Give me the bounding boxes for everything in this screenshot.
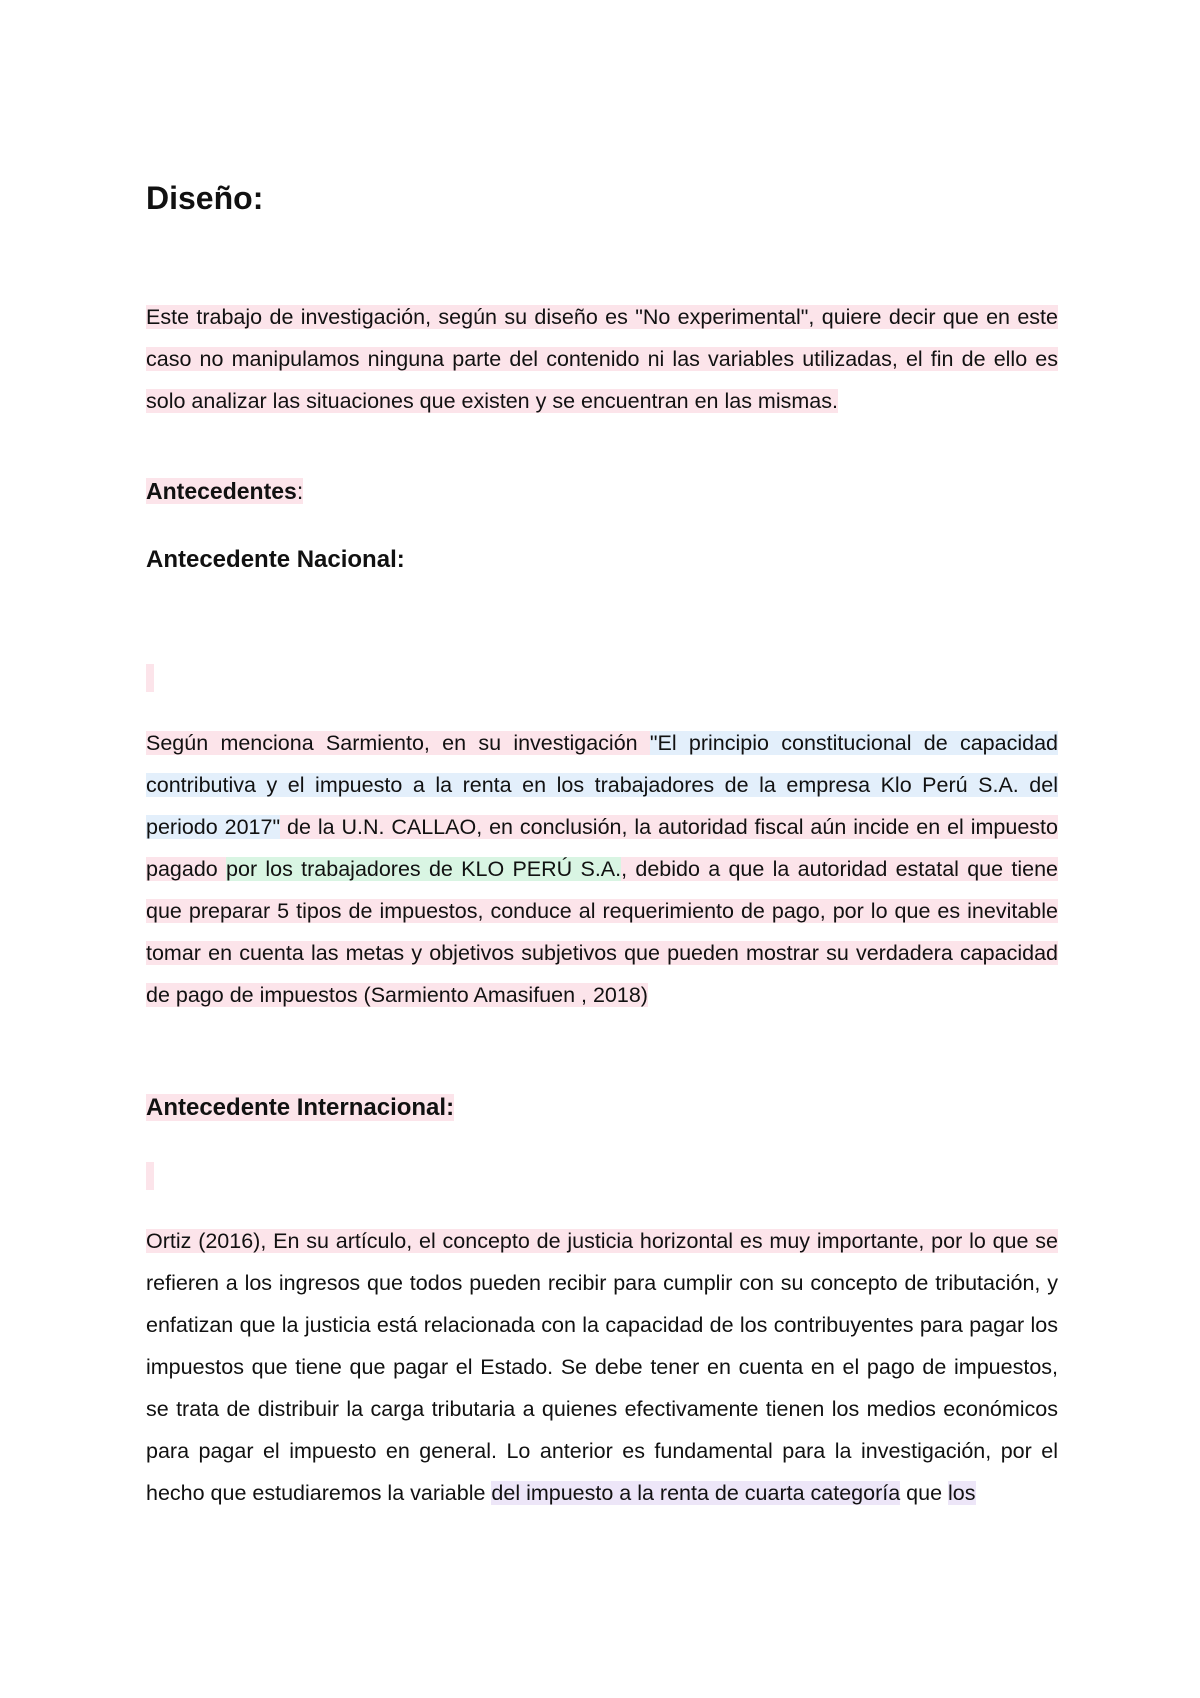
antecedentes-label: Antecedentes [146,478,297,504]
empty-paragraph-marker [146,664,154,692]
antecedentes-colon: : [296,478,304,504]
design-paragraph [146,296,1058,422]
antecedentes-heading [146,478,303,505]
design-paragraph-text: Este trabajo de investigación, según su diseño es "No experimental", quiere decir que en este caso no manipulamos ninguna parte del contenido ni las variables utilizadas, el fin de ello es solo analizar las situaciones que existen y se encuentran en las mismas. [146,305,1058,413]
nacional-heading-text: Antecedente Nacional: [146,546,405,573]
nacional-mid: de la U.N. CALLAO, en conclusión, la autoridad fiscal aún incide en el impuesto pagado [146,815,1058,881]
nacional-post: , debido a que la autoridad estatal que tiene que preparar 5 tipos de impuestos, conduce al requerimiento de pago, por lo que es inevitable tomar en cuenta las metas y objetivos subjetivos que pueden mostrar su verdadera capacidad de pago de impuestos (Sarmiento Amasifuen , 2018) [146,857,1058,1007]
internacional-paragraph [146,1220,1058,1514]
internacional-heading [146,1094,454,1122]
internacional-pink: Ortiz (2016), En su artículo, el concepto de justicia horizontal es muy importante, por lo que se [146,1229,1058,1253]
nacional-pre: Según menciona Sarmiento, en su investigación [146,731,650,755]
internacional-heading-text: Antecedente Internacional: [146,1094,455,1121]
internacional-plain: refieren a los ingresos que todos pueden recibir para cumplir con su concepto de tributación, y enfatizan que la justicia está relacionada con la capacidad de los contribuyentes para pagar los impuestos que tiene que pagar el Estado. Se debe tener en cuenta en el pago de impuestos, se trata de distribuir la carga tributaria a quienes efectivamente tienen los medios económicos para pagar el impuesto en general. Lo anterior es fundamental para la investigación, por el hecho que estudiaremos la variable [146,1271,1058,1505]
nacional-green: por los trabajadores de KLO PERÚ S.A. [226,857,622,881]
internacional-lav2: los [948,1481,976,1505]
empty-paragraph-marker-2 [146,1162,154,1190]
internacional-plain2: que [900,1481,949,1505]
nacional-paragraph [146,722,1058,1016]
page-title: Diseño: [146,180,264,216]
nacional-heading [146,546,405,574]
internacional-lav1: del impuesto a la renta de cuarta categoría [491,1481,901,1505]
nacional-quote: "El principio constitucional de capacidad contributiva y el impuesto a la renta en los trabajadores de la empresa Klo Perú S.A. del periodo 2017" [146,731,1058,839]
